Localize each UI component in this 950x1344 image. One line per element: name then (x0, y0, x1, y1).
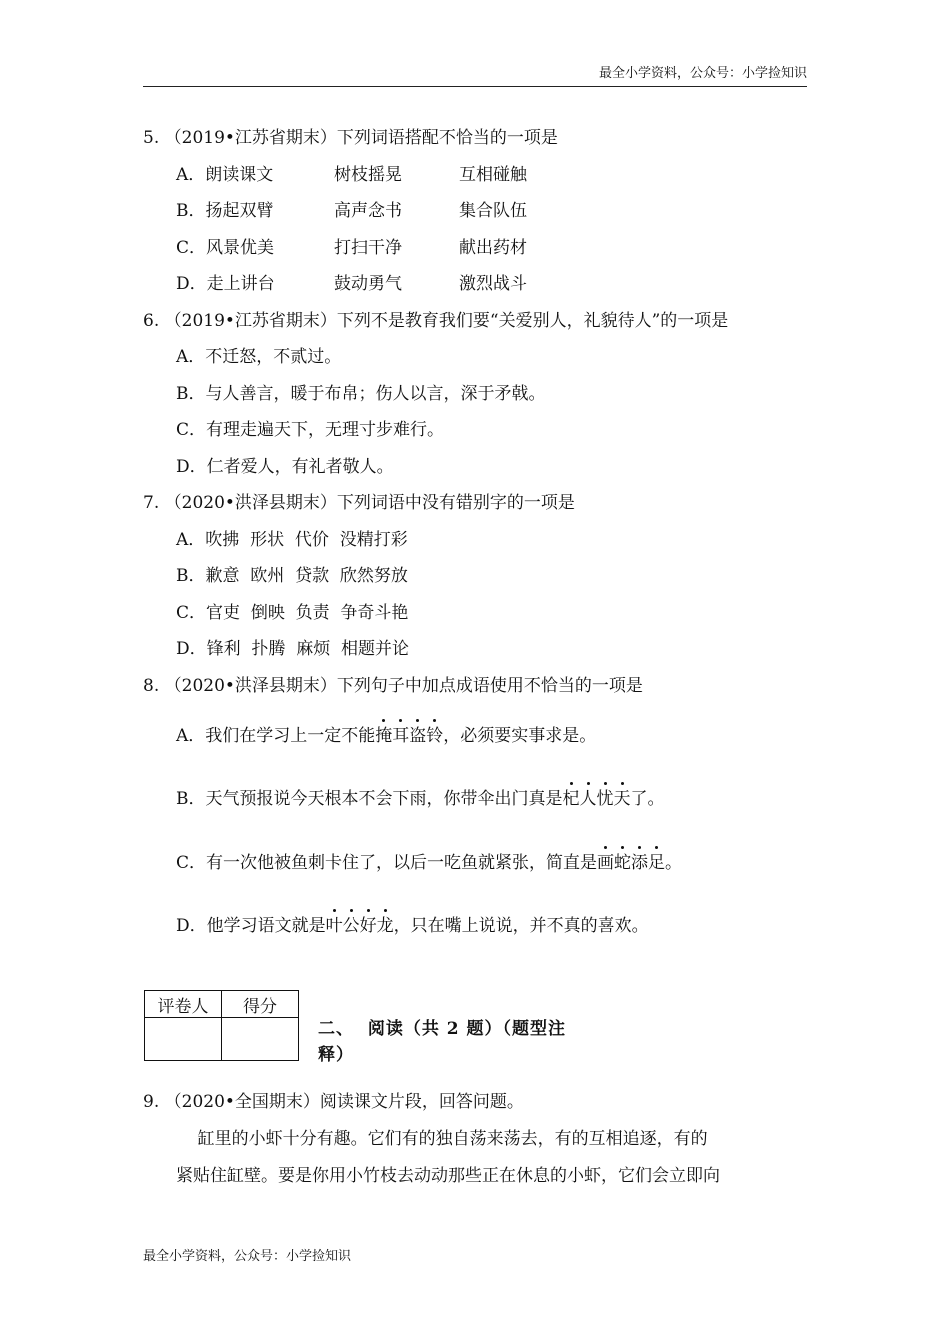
dotted-char: 耳 (392, 726, 410, 746)
option-text: 了。 (630, 789, 665, 809)
dotted-char: 叶 (325, 916, 343, 936)
option-word: 鼓动勇气 (334, 274, 402, 294)
header-rule (143, 86, 807, 87)
score-header: 得分 (222, 991, 299, 1018)
question-6-stem: 6. （2019•江苏省期末）下列不是教育我们要“关爱别人，礼貌待人”的一项是 (143, 311, 729, 331)
grader-header: 评卷人 (145, 991, 222, 1018)
question-5-stem: 5. （2019•江苏省期末）下列词语搭配不恰当的一项是 (143, 128, 558, 148)
question-5-option-d (176, 273, 576, 295)
question-7-option-d: D．锋利 扑腾 麻烦 相题并论 (176, 639, 410, 659)
option-text: D．他学习语文就是 (176, 916, 326, 936)
dotted-char: 忧 (596, 789, 614, 809)
option-word: A．朗读课文 (176, 165, 274, 185)
option-text: 。 (665, 853, 683, 873)
option-word: D．走上讲台 (176, 274, 275, 294)
question-5-option-a (176, 164, 576, 186)
option-text: C．有一次他被鱼刺卡住了，以后一吃鱼就紧张，简直是 (176, 853, 598, 873)
dotted-char: 人 (579, 789, 597, 809)
option-word: 激烈战斗 (459, 274, 527, 294)
dotted-char: 添 (631, 853, 649, 873)
question-7-option-c: C．官吏 倒映 负责 争奇斗艳 (176, 603, 409, 623)
dotted-char: 杞 (562, 789, 580, 809)
option-word: 打扫干净 (334, 238, 402, 258)
question-8-option-c (176, 852, 682, 874)
score-cell (222, 1018, 299, 1061)
option-word: 树枝摇晃 (334, 165, 402, 185)
option-text: B．天气预报说今天根本不会下雨，你带伞出门真是 (176, 789, 563, 809)
question-7-option-b: B．歉意 欧州 贷款 欣然努放 (176, 566, 408, 586)
page-footer: 最全小学资料，公众号：小学捡知识 (143, 1249, 352, 1264)
question-7-option-a: A．吹拂 形状 代价 没精打彩 (176, 530, 408, 550)
question-8-stem: 8. （2020•洪泽县期末）下列句子中加点成语使用不恰当的一项是 (143, 676, 643, 696)
question-8-option-b (176, 788, 665, 810)
grader-cell (145, 1018, 222, 1061)
question-8-option-a (176, 725, 596, 747)
option-text: A．我们在学习上一定不能 (176, 726, 376, 746)
reading-passage-line: 紧贴住缸壁。要是你用小竹枝去动动那些正在休息的小虾，它们会立即向 (176, 1166, 720, 1186)
option-text: ，必须要实事求是。 (443, 726, 597, 746)
question-7-stem: 7. （2020•洪泽县期末）下列词语中没有错别字的一项是 (143, 493, 575, 513)
option-text: ，只在嘴上说说，并不真的喜欢。 (393, 916, 649, 936)
option-word: C．风景优美 (176, 238, 275, 258)
question-6-option-c: C．有理走遍天下，无理寸步难行。 (176, 420, 445, 440)
option-word: B．扬起双臂 (176, 201, 274, 221)
section-title (318, 1016, 618, 1068)
question-9-stem: 9. （2020•全国期末）阅读课文片段，回答问题。 (143, 1092, 524, 1112)
dotted-char: 蛇 (614, 853, 632, 873)
question-6-option-b: B．与人善言，暖于布帛；伤人以言，深于矛戟。 (176, 384, 546, 404)
question-6-option-d: D．仁者爱人，有礼者敬人。 (176, 457, 394, 477)
dotted-char: 画 (597, 853, 615, 873)
option-word: 集合队伍 (459, 201, 527, 221)
option-word: 互相碰触 (459, 165, 527, 185)
dotted-char: 足 (648, 853, 666, 873)
dotted-char: 好 (359, 916, 377, 936)
page-header: 最全小学资料，公众号：小学捡知识 (598, 66, 807, 81)
dotted-char: 铃 (426, 726, 444, 746)
section-title-line: 释） (318, 1045, 354, 1065)
option-word: 高声念书 (334, 201, 402, 221)
dotted-char: 盗 (409, 726, 427, 746)
option-word: 献出药材 (459, 238, 527, 258)
question-8-option-d (176, 915, 649, 937)
dotted-char: 掩 (375, 726, 393, 746)
reading-passage-line: 缸里的小虾十分有趣。它们有的独自荡来荡去，有的互相追逐，有的 (176, 1129, 708, 1149)
question-6-option-a: A．不迁怒，不贰过。 (176, 347, 342, 367)
dotted-char: 天 (613, 789, 631, 809)
dotted-char: 公 (342, 916, 360, 936)
question-5-option-b (176, 200, 576, 222)
section-title-line: 二、 阅读（共 2 题）（题型注 (318, 1019, 567, 1039)
dotted-char: 龙 (376, 916, 394, 936)
question-5-option-c (176, 237, 576, 259)
grading-table (144, 990, 299, 1061)
